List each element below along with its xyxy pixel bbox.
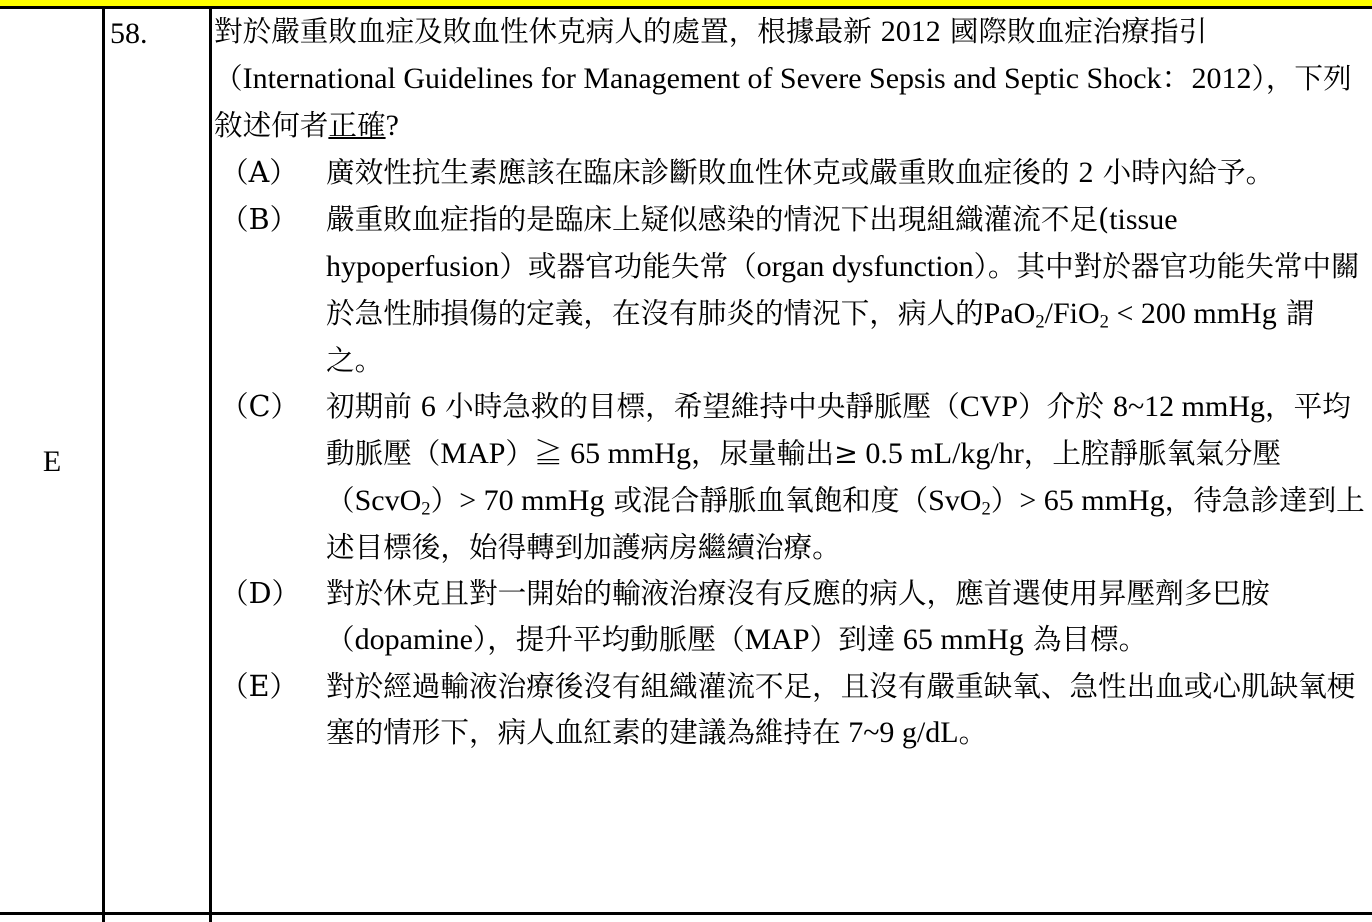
table-bottom-border	[0, 912, 1372, 915]
option-d: （D） 對於休克且對一開始的輸液治療沒有反應的病人，應首選使用昇壓劑多巴胺（dopamine），提升平均動脈壓（MAP）到達 65 mmHg 為目標。	[214, 570, 1366, 663]
question-number: 58.	[110, 17, 148, 50]
question-content	[214, 8, 1366, 756]
option-label: （D）	[220, 576, 301, 610]
option-c: （C） 初期前 6 小時急救的目標，希望維持中央靜脈壓（CVP）介於 8~12 mmHg，平均動脈壓（MAP）≧ 65 mmHg，尿量輸出≥ 0.5 mL/kg/hr，上腔靜脈氧氣分壓（ScvO$_2$）> 70 mmHg 或混合靜脈血氧飽和度（SvO$_2$）> 65 mmHg，待急診達到上述目標後，始得轉到加護病房繼續治療。	[214, 383, 1366, 570]
column-divider-2	[209, 6, 212, 922]
pao2-fio2-ratio: PaO$_2$/FiO$_2$ < 200 mmHg	[983, 297, 1277, 333]
answer-key-cell: E	[42, 445, 62, 478]
option-a: （A） 廣效性抗生素應該在臨床診斷敗血性休克或嚴重敗血症後的 2 小時內給予。	[214, 149, 1366, 196]
option-label: （A）	[220, 155, 298, 189]
option-label: （B）	[220, 202, 299, 236]
emphasis-underlined: 正確	[328, 108, 386, 142]
option-e: （E） 對於經過輸液治療後沒有組織灌流不足，且沒有嚴重缺氧、急性出血或心肌缺氧梗塞的情形下，病人血紅素的建議為維持在 7~9 g/dL。	[214, 663, 1366, 756]
question-stem: 對於嚴重敗血症及敗血性休克病人的處置，根據最新 2012 國際敗血症治療指引（International Guidelines for Management of Severe Sepsis and Septic Shock：2012），下列敘述何者正確?	[214, 14, 1352, 142]
option-label: （C）	[220, 389, 300, 423]
option-label: （E）	[220, 669, 299, 703]
option-b: （B） 嚴重敗血症指的是臨床上疑似感染的情況下出現組織灌流不足(tissue hypoperfusion）或器官功能失常（organ dysfunction）。其中對於器官功能失常中關於急性肺損傷的定義，在沒有肺炎的情況下，病人的PaO$_2$/FiO$_2$ < 200 mmHg 謂之。	[214, 196, 1366, 383]
